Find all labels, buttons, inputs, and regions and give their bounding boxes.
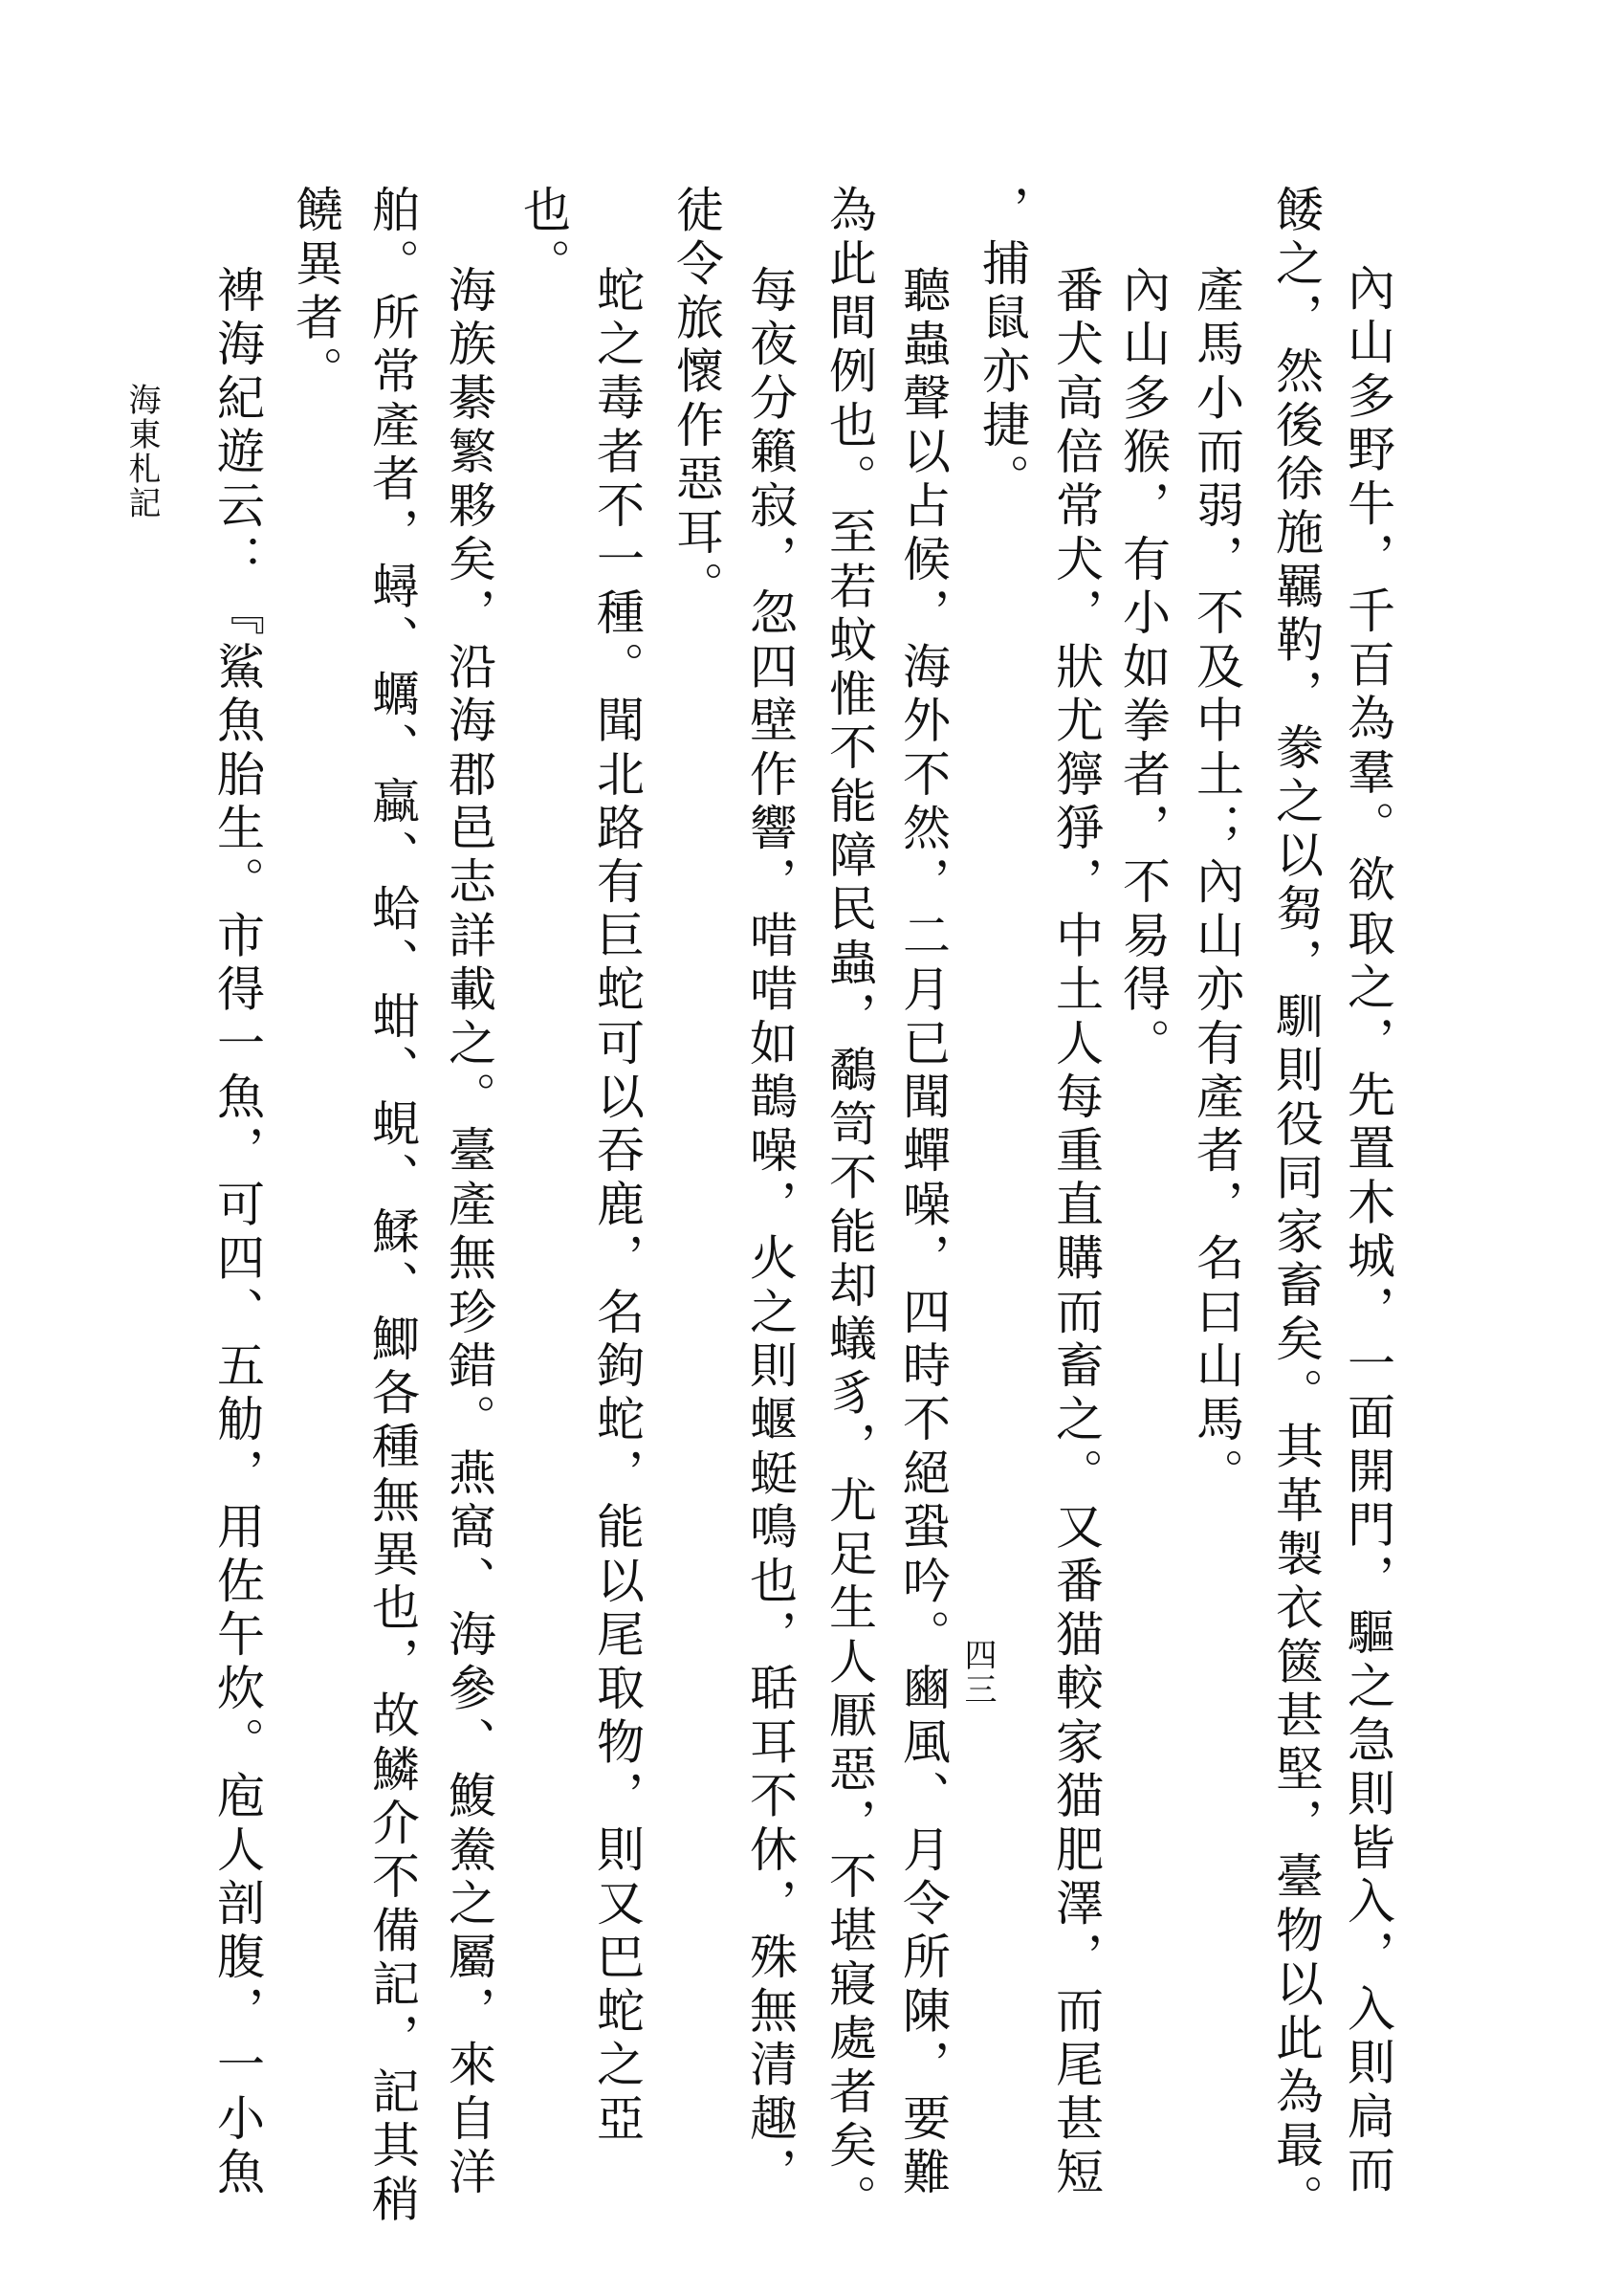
page-number: 四三 [958,1638,997,1707]
text-column-9: 每夜分籟寂，忽四壁作響，唶唶如鵲噪，火之則蝘蜓鳴也，聒耳不休，殊無清趣， [742,265,798,2201]
text-column-4: 內山多猴，有小如拳者，不易得。 [1115,265,1171,1071]
text-column-13: 海族綦繁夥矣，沿海郡邑志詳載之。臺產無珍錯。燕窩、海參、鰒鮝之屬，來自洋 [441,265,496,2201]
text-column-7: 聽蟲聲以占候，海外不然，二月已聞蟬噪，四時不絕蛩吟。豳風、月令所陳，要難 [895,265,951,2201]
text-column-6: ，捕鼠亦捷。 [975,185,1030,508]
text-column-11: 蛇之毒者不一種。聞北路有巨蛇可以吞鹿，名鉤蛇，能以尾取物，則又巴蛇之亞 [589,265,645,2147]
text-column-10: 徒令旅懷作惡耳。 [669,185,724,615]
text-column-2: 餧之，然後徐施羈靮，豢之以芻，馴則役同家畜矣。其革製衣篋甚堅，臺物以此為最。 [1268,185,1324,2228]
text-column-12: 也。 [515,185,571,293]
text-column-3: 產馬小而弱，不及中土；內山亦有產者，名曰山馬。 [1189,265,1244,1502]
text-column-8: 為此間例也。至若蚊惟不能障民蟲，鷸笥不能却蟻豸，尤足生人厭惡，不堪寢處者矣。 [822,185,877,2228]
text-column-1: 內山多野牛，千百為羣。欲取之，先置木城，一面開門，驅之急則皆入，入則扃而 [1340,263,1395,2199]
text-column-16: 裨海紀遊云：『鯊魚胎生。市得一魚，可四、五觔，用佐午炊。庖人剖腹，一小魚 [209,265,265,2201]
running-title: 海東札記 [122,383,161,520]
text-column-15: 饒異者。 [288,185,343,400]
text-column-5: 番犬高倍常犬，狀尤獰猙，中土人每重直購而畜之。又番猫較家猫肥澤，而尾甚短 [1048,265,1104,2201]
text-column-14: 舶。所常產者，蟳、蠣、蠃、蛤、蚶、蜆、鰇、鯽各種無異也，故鱗介不備記，記其稍 [364,185,420,2228]
